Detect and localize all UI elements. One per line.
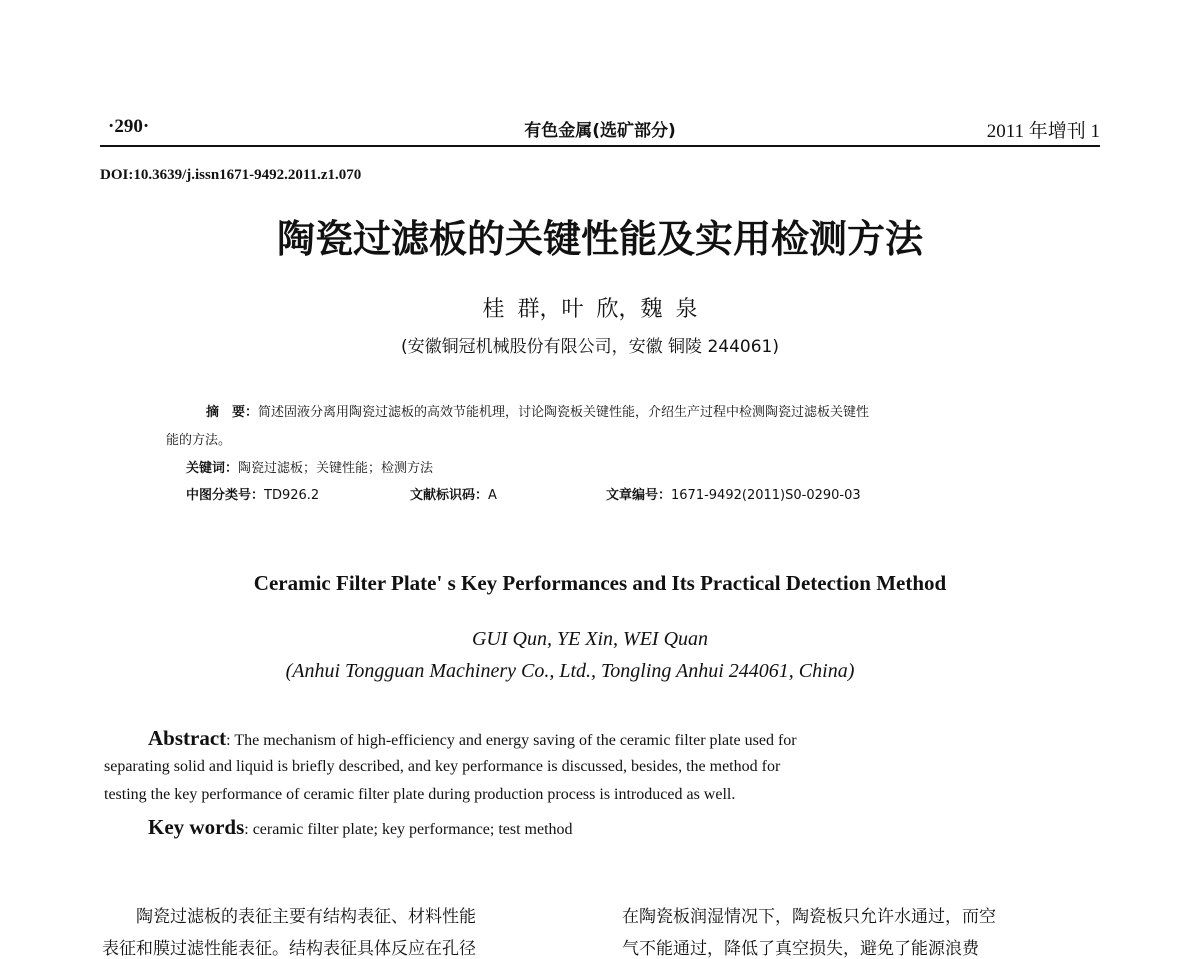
abstract-cn-label: 摘 要： <box>206 405 259 420</box>
abstract-en-line1 <box>148 726 797 751</box>
body-left-line1: 陶瓷过滤板的表征主要有结构表征、材料性能 <box>136 907 476 927</box>
keywords-en-label: Key words <box>148 815 245 839</box>
doc-value: A <box>488 488 497 503</box>
authors-en: GUI Qun, YE Xin, WEI Quan <box>471 628 709 650</box>
affiliation-en: (Anhui Tongguan Machinery Co., Ltd., Tongling Anhui 244061, China) <box>285 660 855 682</box>
body-left-line2: 表征和膜过滤性能表征。结构表征具体反应在孔径 <box>102 939 476 959</box>
issue-label: 2011 年增刊 1 <box>986 121 1100 142</box>
keywords-en-text: : ceramic filter plate; key performance; test method <box>244 821 573 838</box>
clc-label: 中图分类号： <box>186 488 265 503</box>
page-number: ·290· <box>108 116 150 137</box>
affiliation-cn: (安徽铜冠机械股份有限公司，安徽 铜陵 244061) <box>401 337 779 357</box>
abstract-en-line2: separating solid and liquid is briefly described, and key performance is discussed, besides, the method for <box>104 758 781 775</box>
art-label: 文章编号： <box>606 488 672 503</box>
title-cn: 陶瓷过滤板的关键性能及实用检测方法 <box>276 217 923 261</box>
doi: DOI:10.3639/j.issn1671-9492.2011.z1.070 <box>100 167 362 183</box>
classification-doc <box>410 484 497 503</box>
abstract-cn-line1 <box>206 401 869 420</box>
body-right-line2: 气不能通过，降低了真空损失，避免了能源浪费 <box>622 939 979 959</box>
clc-value: TD926.2 <box>264 488 320 503</box>
keywords-cn-label: 关键词： <box>186 461 239 476</box>
abstract-en-label: Abstract <box>148 726 227 750</box>
classification-article <box>606 484 861 503</box>
journal-name: 有色金属(选矿部分) <box>524 121 676 141</box>
authors-cn: 桂 群，叶 欣，魏 泉 <box>482 297 698 322</box>
abstract-en-text: : The mechanism of high-efficiency and energy saving of the ceramic filter plate used for <box>226 732 797 749</box>
abstract-cn-line2: 能的方法。 <box>166 433 232 448</box>
classification-clc <box>186 484 319 503</box>
keywords-cn-text: 陶瓷过滤板；关键性能；检测方法 <box>238 461 434 476</box>
keywords-en <box>148 815 573 840</box>
header-rule <box>100 145 1100 147</box>
abstract-cn-text: 简述固液分离用陶瓷过滤板的高效节能机理，讨论陶瓷板关键性能，介绍生产过程中检测陶瓷过滤板关键性 <box>258 405 870 420</box>
keywords-cn <box>186 457 433 476</box>
abstract-en-line3: testing the key performance of ceramic filter plate during production process is introduced as well. <box>104 786 736 803</box>
title-en: Ceramic Filter Plate' s Key Performances and Its Practical Detection Method <box>253 571 947 595</box>
doc-label: 文献标识码： <box>410 488 489 503</box>
art-value: 1671-9492(2011)S0-0290-03 <box>671 488 861 503</box>
body-right-line1: 在陶瓷板润湿情况下，陶瓷板只允许水通过，而空 <box>622 907 996 927</box>
